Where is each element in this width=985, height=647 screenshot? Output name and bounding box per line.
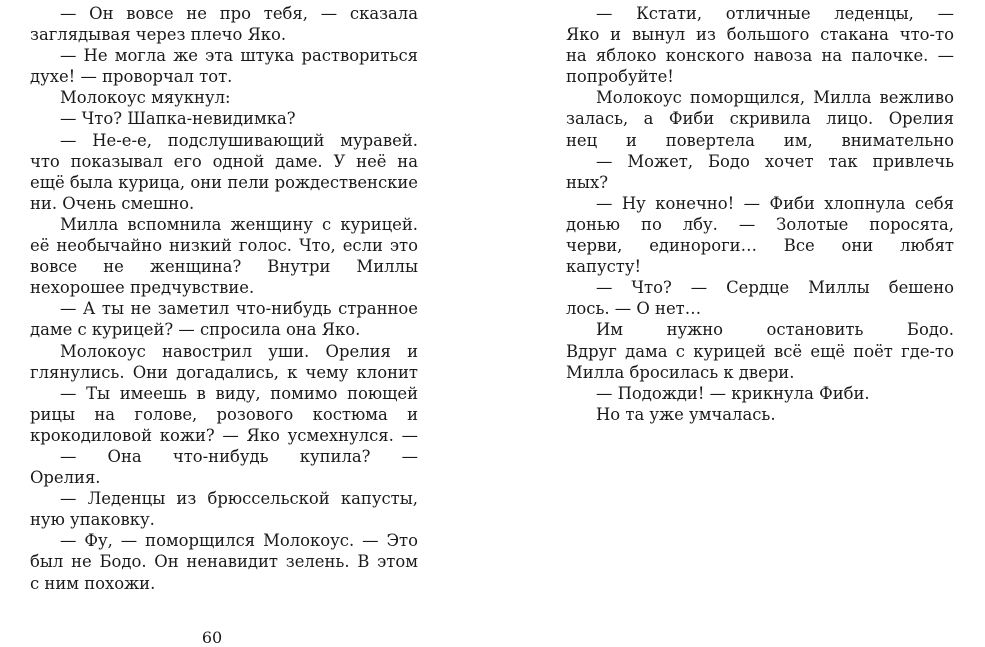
text-line: — Она что-нибудь купила? — xyxy=(60,446,418,466)
text-line: Но та уже умчалась. xyxy=(596,404,776,424)
text-line: попробуйте! xyxy=(566,67,674,87)
text-line: ную упаковку. xyxy=(30,510,155,530)
text-line: — Ты имеешь в виду, помимо поющей xyxy=(60,383,418,403)
text-line: — Фу, — поморщился Молокоус. — Это xyxy=(60,531,418,551)
text-line: — Ну конечно! — Фиби хлопнула себя xyxy=(596,193,954,213)
text-line: Милла бросилась к двери. xyxy=(566,362,795,382)
text-line: — Не-е-е, подслушивающий муравей. xyxy=(60,130,418,150)
text-line: Милла вспомнила женщину с курицей. xyxy=(60,214,418,234)
text-line: ещё была курица, они пели рождественские xyxy=(30,172,418,192)
text-line: — Леденцы из брюссельской капусты, xyxy=(60,489,418,509)
text-line: вовсе не женщина? Внутри Миллы xyxy=(30,257,418,277)
text-line: — Подожди! — крикнула Фиби. xyxy=(596,383,870,403)
text-line: что показывал его одной даме. У неё на xyxy=(30,151,418,171)
text-line: нец и повертела им, внимательно xyxy=(566,130,954,150)
text-line: на яблоко конского навоза на палочке. — xyxy=(566,46,954,66)
text-line: — Что? Шапка-невидимка? xyxy=(60,109,296,129)
page-number: 60 xyxy=(201,628,223,647)
text-line: залась, а Фиби скривила лицо. Орелия xyxy=(566,109,954,129)
text-line: — Что? — Сердце Миллы бешено xyxy=(596,278,954,298)
text-line: Молокоус навострил уши. Орелия и xyxy=(60,341,418,361)
text-line: Яко и вынул из большого стакана что-то xyxy=(566,25,954,45)
text-line: даме с курицей? — спросила она Яко. xyxy=(30,320,361,340)
text-line: заглядывая через плечо Яко. xyxy=(30,25,287,45)
text-line: рицы на голове, розового костюма и xyxy=(30,404,418,424)
text-line: лось. — О нет… xyxy=(566,299,702,319)
text-line: ни. Очень смешно. xyxy=(30,193,195,213)
text-line: Им нужно остановить Бодо. xyxy=(596,320,954,340)
text-line: Вдруг дама с курицей всё ещё поёт где-то xyxy=(566,341,954,361)
text-line: нехорошее предчувствие. xyxy=(30,278,255,298)
text-line: донью по лбу. — Золотые поросята, xyxy=(566,214,954,234)
left-text-column xyxy=(30,3,418,594)
text-line: капусту! xyxy=(566,257,642,277)
text-line: Орелия. xyxy=(30,468,101,488)
text-line: — Кстати, отличные леденцы, — xyxy=(596,4,954,23)
right-text-column xyxy=(566,3,954,425)
text-line: — А ты не заметил что-нибудь странное xyxy=(60,299,418,319)
text-line: её необычайно низкий голос. Что, если это xyxy=(30,236,418,256)
text-line: Молокоус мяукнул: xyxy=(60,88,231,108)
text-line: глянулись. Они догадались, к чему клонит xyxy=(30,362,418,382)
text-line: ных? xyxy=(566,172,609,192)
text-line: — Может, Бодо хочет так привлечь xyxy=(596,151,954,171)
text-line: Молокоус поморщился, Милла вежливо xyxy=(596,88,954,108)
text-line: духе! — проворчал тот. xyxy=(30,67,233,87)
text-line: — Он вовсе не про тебя, — сказала xyxy=(60,4,418,23)
text-line: с ним похожи. xyxy=(30,573,156,593)
text-line: был не Бодо. Он ненавидит зелень. В этом xyxy=(30,552,418,572)
text-line: черви, единороги… Все они любят xyxy=(566,236,954,256)
text-line: крокодиловой кожи? — Яко усмехнулся. — xyxy=(30,425,418,445)
text-line: — Не могла же эта штука раствориться xyxy=(60,46,418,66)
